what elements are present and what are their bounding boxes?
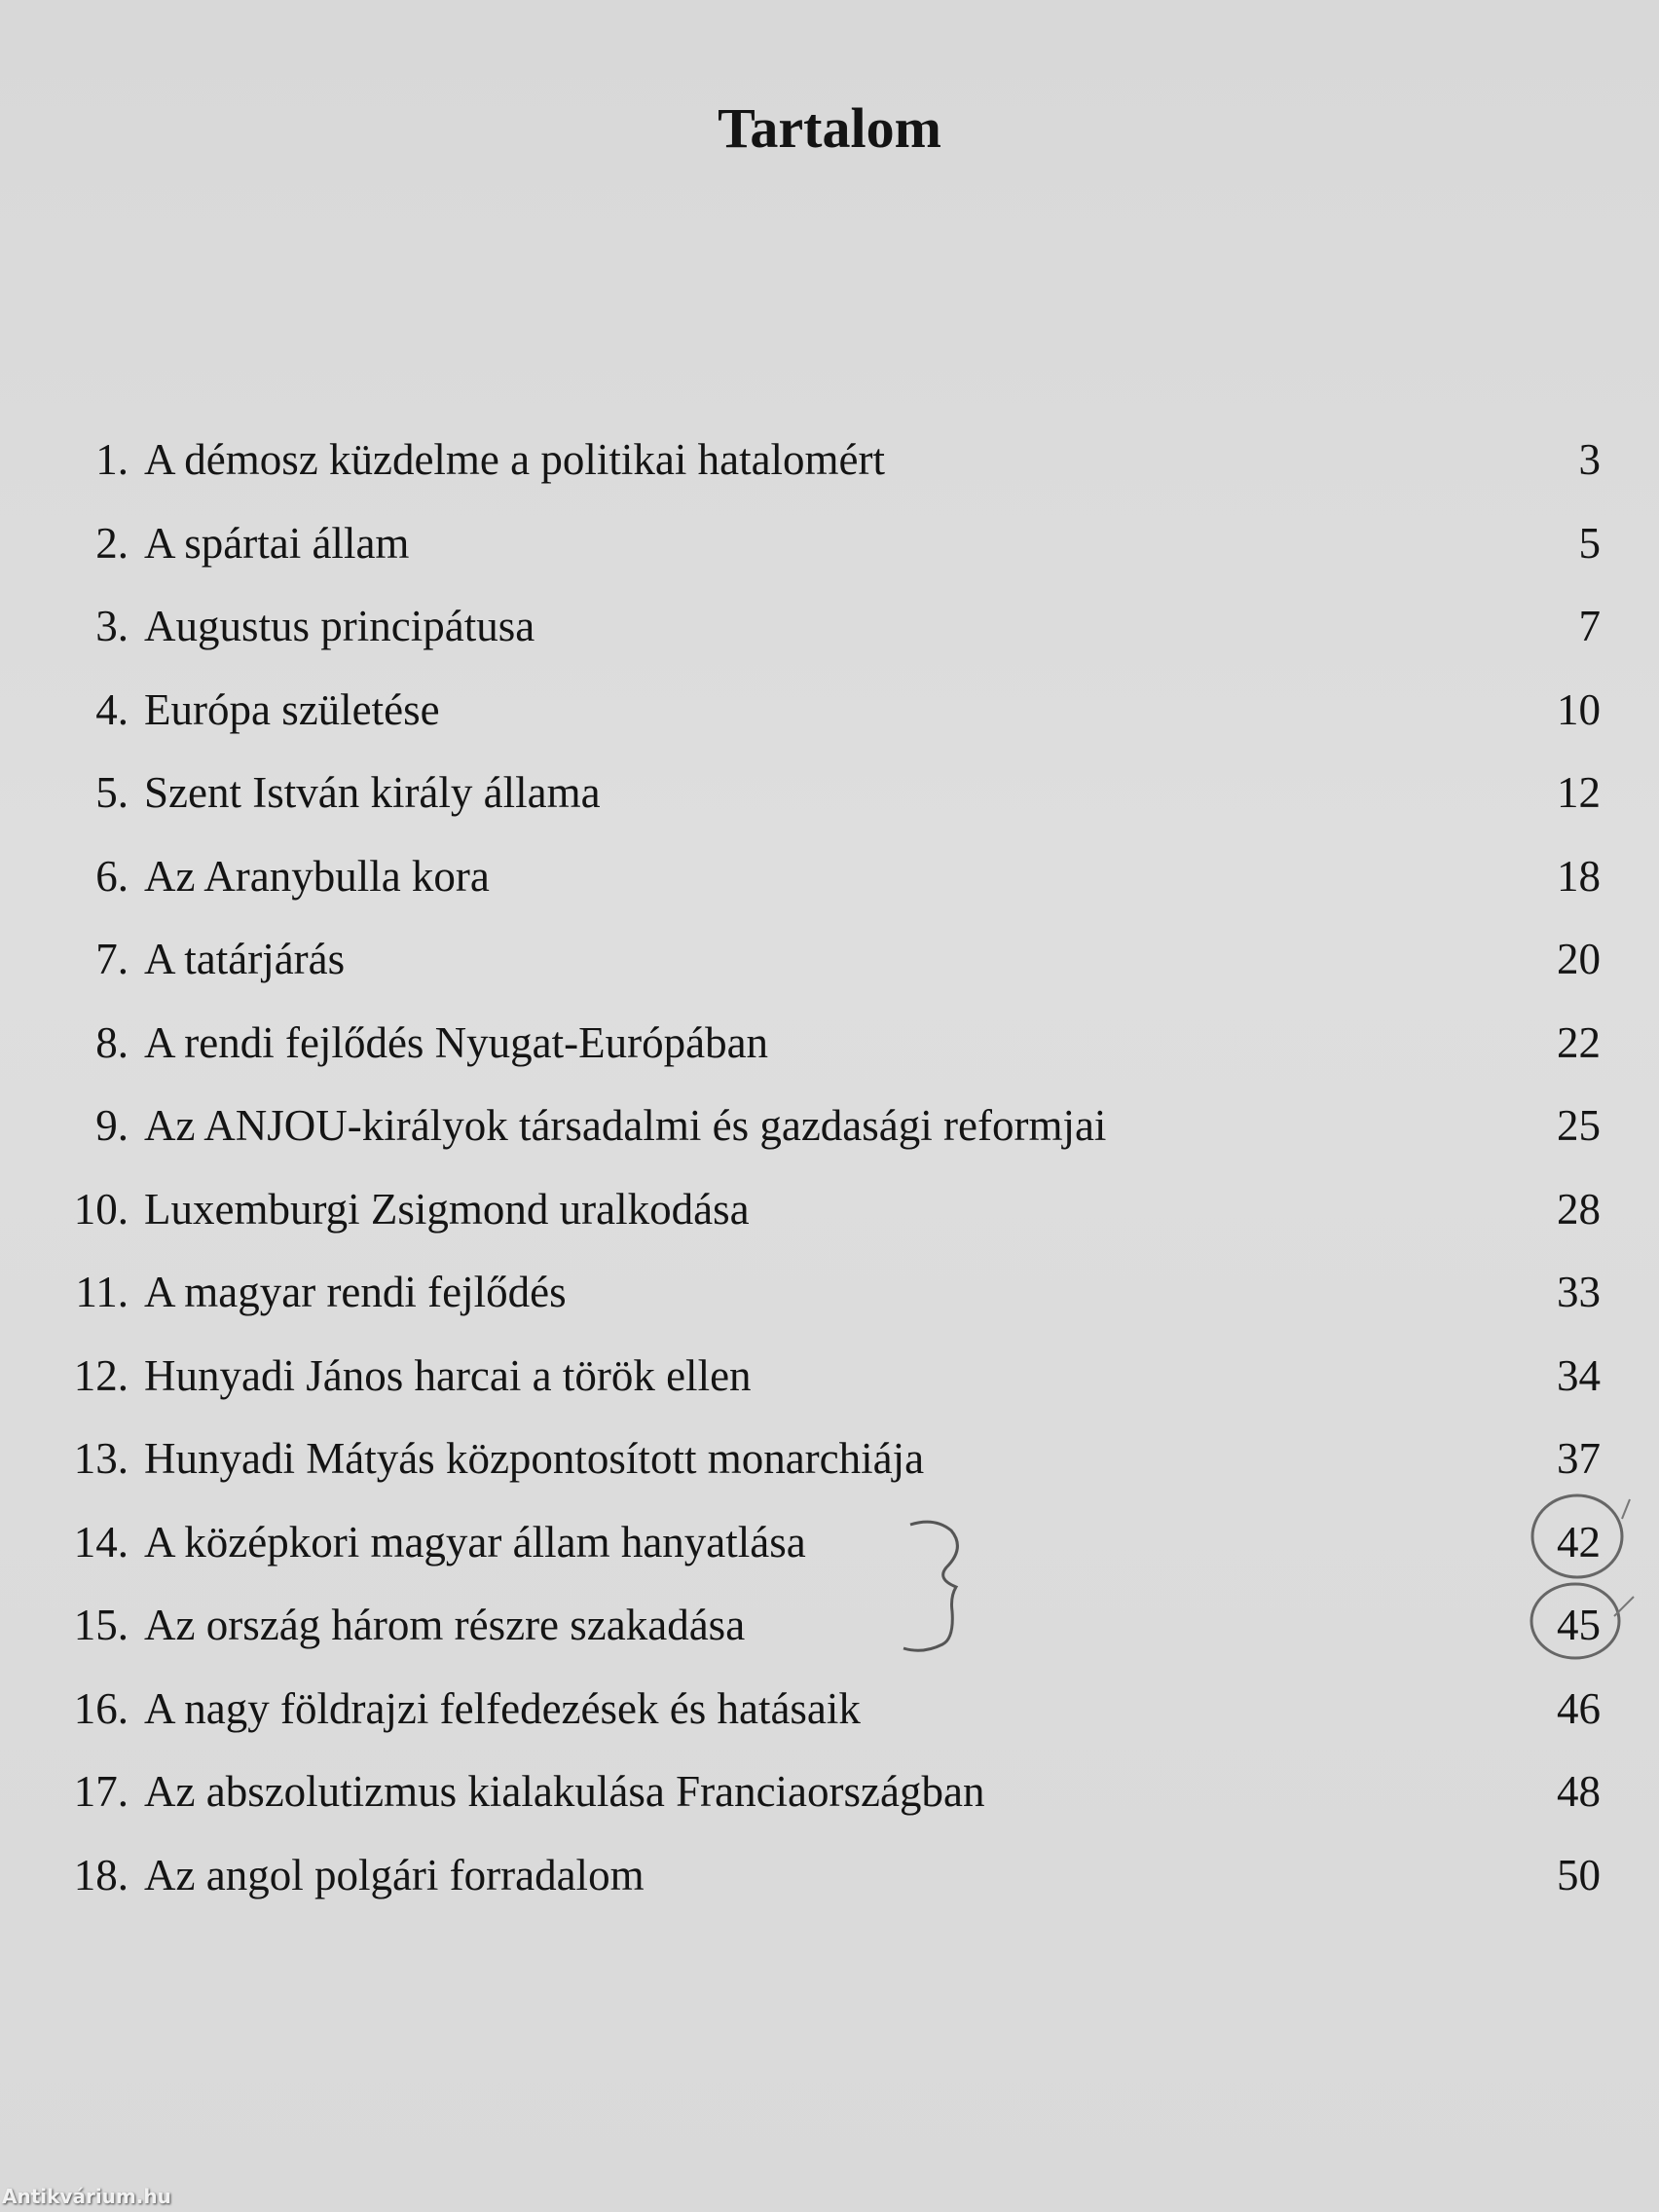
toc-entry xyxy=(0,1346,1659,1430)
entry-page-number: 25 xyxy=(1557,1101,1601,1150)
entry-title: Hunyadi János harcai a török ellen xyxy=(144,1350,752,1400)
entry-title: Hunyadi Mátyás központosított monarchiája xyxy=(144,1434,925,1483)
toc-entry xyxy=(0,597,1659,681)
entry-page-number: 22 xyxy=(1557,1017,1601,1067)
toc-entry xyxy=(0,1846,1659,1930)
entry-title: Az ország három részre szakadása xyxy=(144,1601,746,1649)
entry-page-number: 28 xyxy=(1557,1184,1601,1234)
entry-page-number: 10 xyxy=(1557,684,1601,734)
entry-title: Szent István király állama xyxy=(144,768,601,817)
toc-entry xyxy=(0,1679,1659,1763)
toc-entry xyxy=(0,1096,1659,1180)
entry-title: Az ANJOU-királyok társadalmi és gazdasági reformjai xyxy=(144,1101,1107,1150)
entry-number: 17. xyxy=(73,1767,129,1816)
entry-number: 6. xyxy=(95,851,129,901)
entry-page-number: 34 xyxy=(1557,1350,1601,1400)
entry-title: Európa születése xyxy=(144,684,440,734)
entry-number: 18. xyxy=(73,1850,129,1899)
toc-entry xyxy=(0,1762,1659,1846)
watermark: Antikvárium.hu xyxy=(2,2185,171,2208)
toc-entry xyxy=(0,1014,1659,1097)
entry-title: A magyar rendi fejlődés xyxy=(144,1268,567,1316)
entry-number: 16. xyxy=(73,1683,129,1733)
toc-entry xyxy=(0,847,1659,931)
entry-page-number: 42 xyxy=(1557,1517,1601,1567)
entry-title: A középkori magyar állam hanyatlása xyxy=(144,1517,806,1567)
entry-title: A rendi fejlődés Nyugat-Európában xyxy=(144,1017,769,1067)
entry-number: 15. xyxy=(73,1601,129,1649)
entry-page-number: 12 xyxy=(1557,768,1601,817)
entry-title: A spártai állam xyxy=(144,518,410,568)
toc-entry xyxy=(0,930,1659,1014)
entry-number: 9. xyxy=(95,1101,129,1150)
entry-page-number: 46 xyxy=(1557,1683,1601,1733)
entry-page-number: 50 xyxy=(1557,1850,1601,1899)
entry-number: 12. xyxy=(73,1350,129,1400)
entry-title: Az Aranybulla kora xyxy=(144,851,490,901)
entry-title: A tatárjárás xyxy=(144,935,346,983)
toc-entry xyxy=(0,1263,1659,1346)
entry-number: 3. xyxy=(95,602,129,650)
toc-entry xyxy=(0,1429,1659,1513)
entry-page-number: 33 xyxy=(1557,1268,1601,1316)
entry-title: A nagy földrajzi felfedezések és hatásaik xyxy=(144,1683,861,1733)
entry-page-number: 7 xyxy=(1578,602,1601,650)
entry-title: Az angol polgári forradalom xyxy=(144,1850,645,1899)
entry-number: 8. xyxy=(95,1017,129,1067)
entry-number: 10. xyxy=(73,1184,129,1234)
entry-page-number: 18 xyxy=(1557,851,1601,901)
entry-title: Az abszolutizmus kialakulása Franciaországban xyxy=(144,1767,985,1816)
toc-entry xyxy=(0,763,1659,847)
entry-number: 13. xyxy=(73,1434,129,1483)
entry-title: Luxemburgi Zsigmond uralkodása xyxy=(144,1184,750,1234)
toc-entry xyxy=(0,681,1659,764)
entry-page-number: 5 xyxy=(1578,518,1601,568)
entry-title: A démosz küzdelme a politikai hatalomért xyxy=(144,435,886,484)
entry-number: 11. xyxy=(75,1268,129,1316)
entry-number: 14. xyxy=(73,1517,129,1567)
entry-title: Augustus principátusa xyxy=(144,602,535,650)
entry-number: 2. xyxy=(95,518,129,568)
toc-entry xyxy=(0,430,1659,514)
entry-number: 7. xyxy=(95,935,129,983)
entry-number: 1. xyxy=(95,435,129,484)
entry-page-number: 48 xyxy=(1557,1767,1601,1816)
toc-entry xyxy=(0,1513,1659,1597)
page-title: Tartalom xyxy=(718,96,941,160)
toc-entry xyxy=(0,1180,1659,1264)
toc-entry xyxy=(0,1596,1659,1679)
entry-number: 5. xyxy=(95,768,129,817)
entry-page-number: 3 xyxy=(1578,435,1601,484)
entry-page-number: 45 xyxy=(1557,1601,1601,1649)
entry-page-number: 37 xyxy=(1557,1434,1601,1483)
toc-entry xyxy=(0,514,1659,598)
entry-number: 4. xyxy=(95,684,129,734)
entry-page-number: 20 xyxy=(1557,935,1601,983)
